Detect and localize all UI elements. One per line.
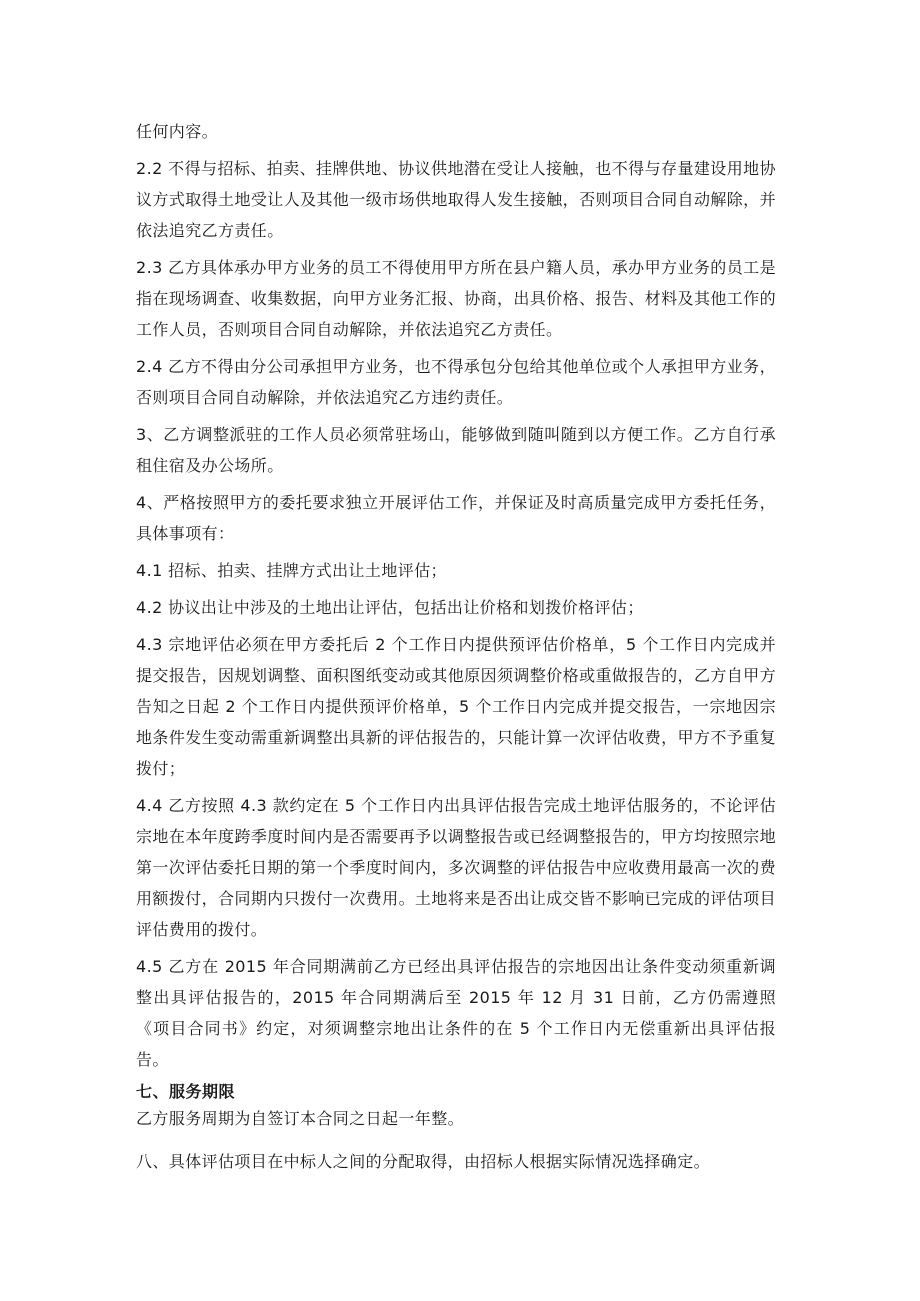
clause-3: 3、乙方调整派驻的工作人员必须常驻场山，能够做到随叫随到以方便工作。乙方自行承租住宿及办公场所。	[136, 425, 776, 475]
clause-4-1: 4.1 招标、拍卖、挂牌方式出让土地评估；	[136, 561, 447, 580]
clause-2-4: 2.4 乙方不得由分公司承担甲方业务，也不得承包分包给其他单位或个人承担甲方业务，否则项目合同自动解除，并依法追究乙方违约责任。	[136, 357, 776, 407]
section-seven-text: 乙方服务周期为自签订本合同之日起一年整。	[136, 1109, 465, 1128]
paragraph-continuation: 任何内容。	[136, 122, 219, 141]
section-seven-heading: 七、服务期限	[136, 1082, 236, 1101]
clause-4-4: 4.4 乙方按照 4.3 款约定在 5 个工作日内出具评估报告完成土地评估服务的，不论评估宗地在本年度跨季度时间内是否需要再予以调整报告或已经调整报告的，甲方均按照宗地第一次评估委托日期的第一个季度时间内，多次调整的评估报告中应收费用最高一次的费用额拨付，合同期内只拨付一次费用。土地将来是否出让成交皆不影响已完成的评估项目评估费用的拨付。	[136, 796, 776, 939]
document-body	[136, 116, 776, 1183]
clause-4: 4、严格按照甲方的委托要求独立开展评估工作，并保证及时高质量完成甲方委托任务，具体事项有：	[136, 493, 776, 543]
clause-2-2: 2.2 不得与招标、拍卖、挂牌供地、协议供地潜在受让人接触，也不得与存量建设用地协议方式取得土地受让人及其他一级市场供地取得人发生接触，否则项目合同自动解除，并依法追究乙方责任。	[136, 159, 776, 240]
clause-2-3: 2.3 乙方具体承办甲方业务的员工不得使用甲方所在县户籍人员，承办甲方业务的员工是指在现场调查、收集数据，向甲方业务汇报、协商，出具价格、报告、材料及其他工作的工作人员，否则项目合同自动解除，并依法追究乙方责任。	[136, 258, 776, 339]
clause-4-5: 4.5 乙方在 2015 年合同期满前乙方已经出具评估报告的宗地因出让条件变动须重新调整出具评估报告的，2015 年合同期满后至 2015 年 12 月 31 日前，乙方仍需遵照《项目合同书》约定，对须调整宗地出让条件的在 5 个工作日内无偿重新出具评估报告。	[136, 957, 776, 1069]
clause-4-3: 4.3 宗地评估必须在甲方委托后 2 个工作日内提供预评估价格单，5 个工作日内完成并提交报告，因规划调整、面积图纸变动或其他原因须调整价格或重做报告的，乙方自甲方告知之日起 2 个工作日内提供预评价格单，5 个工作日内完成并提交报告，一宗地因宗地条件发生变动需重新调整出具新的评估报告的，只能计算一次评估收费，甲方不予重复拨付；	[136, 635, 776, 778]
clause-4-2: 4.2 协议出让中涉及的土地出让评估，包括出让价格和划拨价格评估；	[136, 598, 644, 617]
section-eight-text: 八、具体评估项目在中标人之间的分配取得，由招标人根据实际情况选择确定。	[136, 1152, 711, 1171]
